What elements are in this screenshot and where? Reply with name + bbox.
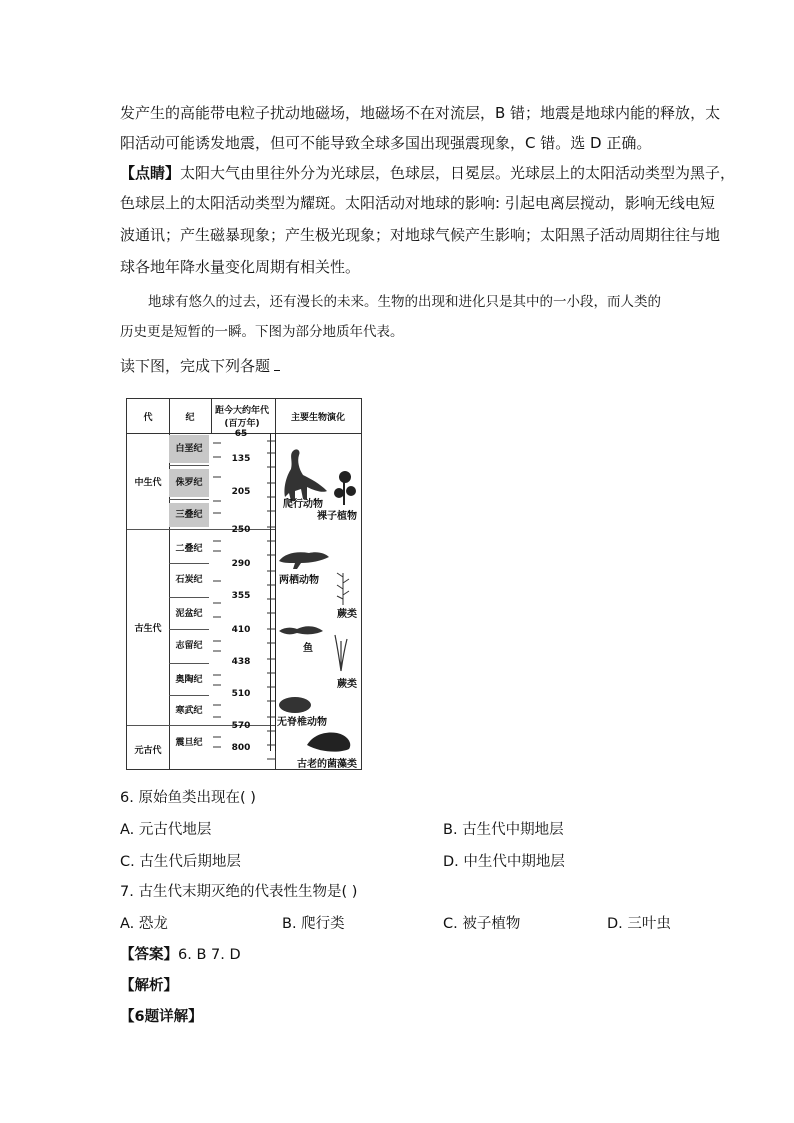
period-triassic: 三叠纪 (169, 503, 209, 527)
age-label: 570 (231, 721, 251, 731)
era-paleozoic: 古生代 (134, 624, 162, 634)
geologic-time-table (126, 398, 362, 770)
q7-option-a[interactable]: A. 恐龙 (120, 916, 168, 932)
q6-option-d[interactable]: D. 中生代中期地层 (443, 854, 565, 870)
amphibian-icon (279, 552, 329, 569)
header-age-unit: (百万年) (224, 419, 260, 429)
header-age: 距今大约年代 (214, 406, 269, 416)
question-6-stem: 6. 原始鱼类出现在( ) (120, 790, 256, 806)
header-era: 代 (143, 413, 153, 423)
paragraph-line: 球各地年降水量变化周期有相关性。 (120, 258, 361, 276)
age-label: 205 (231, 487, 251, 497)
paragraph-line: 色球层上的太阳活动类型为耀斑。太阳活动对地球的影响: 引起电离层搅动，影响无线电短 (120, 194, 715, 212)
age-label: 65 (234, 429, 248, 439)
q6-option-a[interactable]: A. 元古代地层 (120, 822, 212, 838)
age-label: 355 (231, 591, 251, 601)
q7-option-b[interactable]: B. 爬行类 (282, 916, 345, 932)
period-silurian: 志留纪 (175, 641, 203, 651)
detail-heading: 【6题详解】 (120, 1009, 203, 1025)
fern-icon (335, 635, 347, 671)
period-cretaceous: 白垩纪 (169, 435, 209, 463)
age-label: 438 (231, 657, 251, 667)
period-sinian: 震旦纪 (175, 738, 203, 748)
paragraph-line: 发产生的高能带电粒子扰动地磁场，地磁场不在对流层，B 错；地震是地球内能的释放，太 (120, 104, 721, 122)
period-carboniferous: 石炭纪 (175, 575, 203, 585)
age-label: 410 (231, 625, 251, 635)
organism-gymnosperms: 裸子植物 (317, 511, 357, 522)
period-permian: 二叠纪 (175, 544, 203, 554)
organism-algae: 古老的菌藻类 (297, 759, 357, 770)
gymnosperm-icon (334, 471, 356, 505)
algae-icon (307, 733, 350, 752)
paragraph-line: 波通讯；产生磁暴现象；产生极光现象；对地球气候产生影响；太阳黑子活动周期往往与地 (120, 226, 721, 244)
header-life: 主要生物演化 (290, 413, 345, 423)
analysis-heading: 【解析】 (120, 978, 178, 994)
organism-ferns: 蕨类 (337, 679, 357, 690)
era-mesozoic: 中生代 (134, 478, 162, 488)
header-period: 纪 (185, 413, 195, 423)
paragraph-line: 阳活动可能诱发地震，但可不能导致全球多国出现强震现象，C 错。选 D 正确。 (120, 134, 652, 152)
tip-line (120, 163, 735, 183)
read-prompt (120, 356, 280, 376)
organism-reptiles: 爬行动物 (283, 499, 323, 510)
intro-line: 地球有悠久的过去，还有漫长的未来。生物的出现和进化只是其中的一小段，而人类的 (148, 294, 661, 310)
organism-ferns: 蕨类 (337, 609, 357, 620)
q7-option-c[interactable]: C. 被子植物 (443, 916, 521, 932)
fern-icon (337, 573, 349, 605)
age-label: 510 (231, 689, 251, 699)
period-ordovician: 奥陶纪 (175, 675, 203, 685)
organism-fish: 鱼 (303, 643, 313, 654)
q7-option-d[interactable]: D. 三叶虫 (607, 916, 671, 932)
organism-amphibians: 两栖动物 (279, 575, 319, 586)
ruler-ticks (211, 433, 275, 769)
answer-label: 【答案】 (120, 947, 178, 963)
period-jurassic: 侏罗纪 (169, 469, 209, 497)
q6-option-c[interactable]: C. 古生代后期地层 (120, 854, 241, 870)
trilobite-icon (279, 697, 311, 713)
age-label: 250 (231, 525, 251, 535)
read-prompt-text: 读下图，完成下列各题 (120, 357, 271, 375)
age-label: 290 (231, 559, 251, 569)
age-label: 135 (231, 454, 251, 464)
era-proterozoic: 元古代 (134, 746, 162, 756)
period-devonian: 泥盆纪 (175, 609, 203, 619)
answer-line (120, 945, 241, 965)
q6-option-b[interactable]: B. 古生代中期地层 (443, 822, 564, 838)
fish-icon (279, 626, 323, 634)
intro-line: 历史更是短暂的一瞬。下图为部分地质年代表。 (120, 324, 404, 340)
question-7-stem: 7. 古生代末期灭绝的代表性生物是( ) (120, 884, 358, 900)
organism-invertebrates: 无脊椎动物 (277, 717, 327, 728)
tip-text: 太阳大气由里往外分为光球层，色球层，日冕层。光球层上的太阳活动类型为黑子， (180, 164, 736, 182)
period-cambrian: 寒武纪 (175, 706, 203, 716)
tip-label: 【点睛】 (120, 164, 181, 182)
age-label: 800 (231, 743, 251, 753)
dinosaur-icon (284, 449, 327, 501)
answer-text: 6. B 7. D (178, 947, 241, 963)
